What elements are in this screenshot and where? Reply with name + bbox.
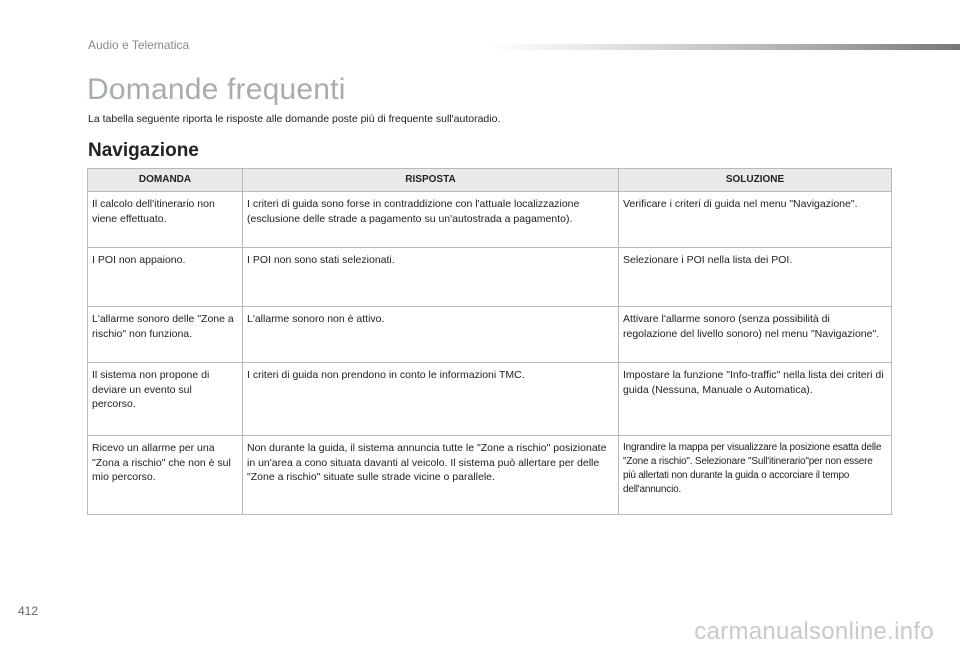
cell-soluzione: Attivare l'allarme sonoro (senza possibilità di regolazione del livello sonoro) nel menu "Navigazione".: [619, 307, 892, 363]
cell-domanda: I POI non appaiono.: [88, 248, 243, 307]
cell-risposta: L'allarme sonoro non è attivo.: [243, 307, 619, 363]
column-header-soluzione: SOLUZIONE: [619, 169, 892, 192]
table-header-row: [88, 169, 892, 192]
column-header-domanda: DOMANDA: [88, 169, 243, 192]
cell-domanda: Il sistema non propone di deviare un evento sul percorso.: [88, 363, 243, 436]
cell-soluzione: Ingrandire la mappa per visualizzare la posizione esatta delle "Zone a rischio". Selezionare "Sull'itinerario"per non essere più allertati non durante la guida o accorciare il tempo dell'annuncio.: [619, 436, 892, 515]
intro-text: La tabella seguente riporta le risposte alle domande poste più di frequente sull'autoradio.: [88, 113, 501, 125]
cell-risposta: I POI non sono stati selezionati.: [243, 248, 619, 307]
table-row: [88, 436, 892, 515]
cell-domanda: Ricevo un allarme per una "Zona a rischio" che non è sul mio percorso.: [88, 436, 243, 515]
page-number: 412: [18, 604, 39, 618]
section-subheading: Navigazione: [88, 140, 199, 161]
table-row: [88, 363, 892, 436]
page-title: Domande frequenti: [87, 73, 346, 106]
table-row: [88, 307, 892, 363]
header-gradient-bar: [488, 44, 960, 50]
faq-table: [87, 168, 892, 515]
section-title: Audio e Telematica: [88, 38, 190, 52]
cell-risposta: Non durante la guida, il sistema annuncia tutte le "Zone a rischio" posizionate in un'area a cono situata davanti al veicolo. Il sistema può allertare per delle "Zone a rischio" situate sulle strade vicine o parallele.: [243, 436, 619, 515]
table-row: [88, 248, 892, 307]
table-row: [88, 192, 892, 248]
cell-risposta: I criteri di guida non prendono in conto le informazioni TMC.: [243, 363, 619, 436]
column-header-risposta: RISPOSTA: [243, 169, 619, 192]
cell-domanda: Il calcolo dell'itinerario non viene effettuato.: [88, 192, 243, 248]
cell-soluzione: Impostare la funzione "Info-traffic" nella lista dei criteri di guida (Nessuna, Manuale o Automatica).: [619, 363, 892, 436]
cell-domanda: L'allarme sonoro delle "Zone a rischio" non funziona.: [88, 307, 243, 363]
cell-risposta: I criteri di guida sono forse in contraddizione con l'attuale localizzazione (esclusione delle strade a pagamento su un'autostrada a pagamento).: [243, 192, 619, 248]
cell-soluzione: Selezionare i POI nella lista dei POI.: [619, 248, 892, 307]
cell-soluzione: Verificare i criteri di guida nel menu "Navigazione".: [619, 192, 892, 248]
watermark: carmanualsonline.info: [694, 618, 934, 645]
